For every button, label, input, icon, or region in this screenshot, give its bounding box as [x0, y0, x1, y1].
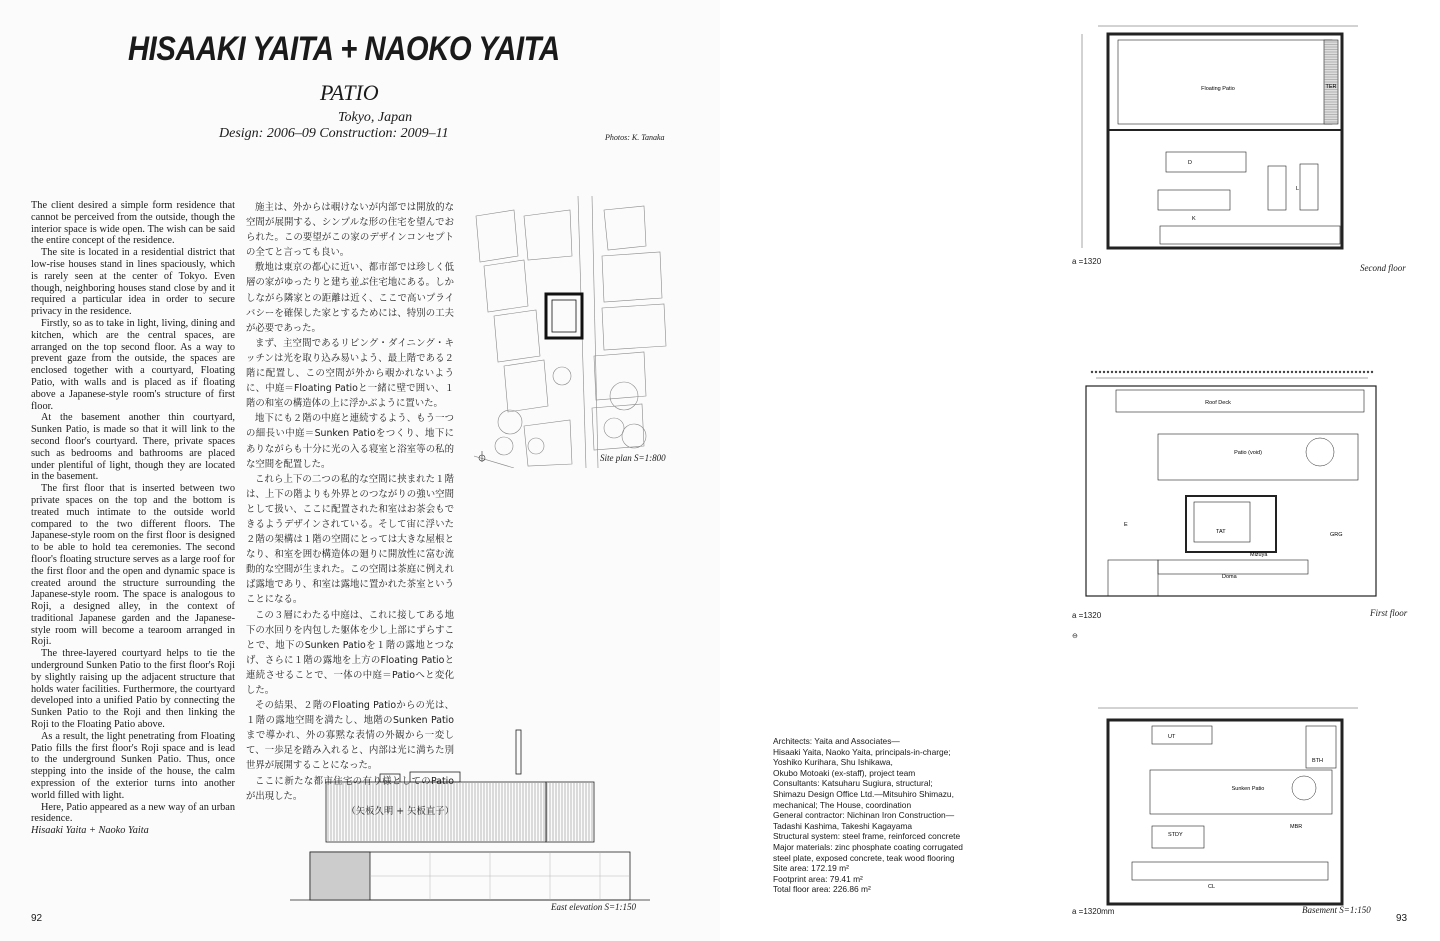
english-paragraph: The client desired a simple form residence that cannot be perceived from the outside, though the interior space is wide open. The wish can be said the entire concept of the residence. — [31, 200, 235, 247]
japanese-paragraph: ここに新たな都市住宅の有り様としてのPatioが出現した。 — [246, 775, 454, 802]
english-text-column — [31, 200, 235, 837]
second-floor-plan — [1068, 18, 1382, 258]
credit-line: Footprint area: 79.41 m² — [773, 873, 863, 884]
credit-line: Okubo Motoaki (ex-staff), project team — [773, 767, 916, 778]
l-label: L — [1296, 186, 1300, 192]
first-floor-scale: a =1320 — [1072, 611, 1102, 620]
japanese-paragraph: その結果、２階のFloating Patioからの光は、１階の露地空間を満たし、地階のSunken Patioまで導かれ、外の寡黙な表情の外観から一変して、一歩足を踏み入れると、内部は光に満ちた別世界が展開することになった。 — [246, 700, 454, 772]
project-name: PATIO — [320, 80, 379, 105]
mizuya-label: Mizuya — [1250, 552, 1268, 558]
credit-line: Architects: Yaita and Associates— — [773, 736, 900, 746]
photo-credit: Photos: K. Tanaka — [605, 133, 665, 142]
credit-line: Shimazu Design Office Ltd.—Mitsuhiro Shimazu, — [773, 788, 954, 799]
english-paragraph: Firstly, so as to take in light, living, dining and kitchen, which are the central spaces, are arranged on the top second floor. As a way to prevent gaze from the outside, the spaces are enclosed together with a courtyard, Floating Patio, with walls and is placed as if floating above a Japanese-style room's structure of first floor. — [31, 317, 235, 412]
tat-label: TAT — [1216, 529, 1226, 535]
page-title: HISAAKI YAITA + NAOKO YAITA — [128, 30, 560, 68]
english-paragraph: The first floor that is inserted between two private spaces on the top and the bottom is treated much intimate to the outside world compared to the two different floors. The Japanese-style room on the first floor is designed to be able to hold tea ceremonies. The second floor's floating structure serves as a large roof for the first floor and the open and dynamic space is created around the structure surrounding the Japanese-style room. The space is analogous to Roji, a designed alley, in the context of traditional Japanese garden and the Japanese-style room will become a tearoom arranged in Roji. — [31, 483, 235, 648]
site-plan-drawing — [474, 196, 670, 468]
english-paragraph: At the basement another thin courtyard, Sunken Patio, is made so that it will link to the second floor's courtyard. There, private spaces such as bedrooms and bathrooms are placed under plentiful of light, though they are located in the basement. — [31, 412, 235, 483]
english-paragraph: As a result, the light penetrating from Floating Patio fills the first floor's Roji space and is lead to the underground Sunken Patio. Thus, once stepping into the inside of the house, the calm expression of the exterior turns into another world filled with light. — [31, 730, 235, 801]
north-arrow-icon — [479, 451, 485, 462]
sunken-patio-label: Sunken Patio — [1231, 786, 1265, 792]
east-elevation-caption: East elevation S=1:150 — [551, 902, 637, 912]
project-dates: Design: 2006–09 Construction: 2009–11 — [219, 126, 449, 141]
japanese-signature: （矢板久明 + 矢板直子） — [346, 805, 454, 817]
project-credits — [773, 736, 1003, 895]
stdy-label: STDY — [1168, 832, 1183, 838]
e-label: E — [1124, 522, 1128, 528]
doma-label: Doma — [1222, 574, 1237, 580]
credit-line: Hisaaki Yaita, Naoko Yaita, principals-in-charge; — [773, 746, 951, 757]
english-signature: Hisaaki Yaita + Naoko Yaita — [31, 825, 149, 837]
d-label: D — [1188, 160, 1192, 166]
credit-line: Structural system: steel frame, reinforced concrete — [773, 831, 961, 842]
basement-caption: Basement S=1:150 — [1302, 905, 1371, 915]
japanese-paragraph: まず、主空間であるリビング・ダイニング・キッチンは光を取り込み易いよう、最上階である２階に配置し、この空間が外から覗かれないように、中庭＝Floating Patioと一緒に壁で囲い、１階の和室の構造体の上に浮かぶように置いた。 — [246, 337, 454, 410]
basement-scale: a =1320mm — [1072, 907, 1115, 916]
first-floor-caption: First floor — [1370, 608, 1408, 618]
ter-label: TER — [1325, 84, 1337, 90]
credit-line: Consultants: Katsuharu Sugiura, structural; — [773, 778, 933, 789]
credit-line: steel plate, exposed concrete, teak wood flooring — [773, 852, 955, 863]
credit-line: General contractor: Nichinan Iron Construction— — [773, 810, 955, 821]
japanese-paragraph: これら上下の二つの私的な空間に挟まれた１階は、上下の階よりも外界とのつながりの強い空間として扱い、ここに配置された和室はお茶会もできるようデザインされている。そして宙に浮いた２階の架構は１階の空間にとっては大きな屋根となり、和室を囲む構造体の廻りに開放性に富む流動的な空間が生まれた。この空間は茶庭に例えれば露地であり、和室は露地に置かれた茶室ということになる。 — [246, 473, 454, 606]
cl-label: CL — [1208, 884, 1216, 890]
k-label: K — [1192, 216, 1196, 222]
japanese-paragraph: この３層にわたる中庭は、これに接してある地下の水回りを内包した躯体を少し上部にずらすことで、地下のSunken Patioを１階の露地とつなげ、さらに１階の露地を上方のFloating Patioと連続させることで、一体の中庭＝Patioへと変化した。 — [246, 609, 454, 696]
credit-line: Site area: 172.19 m² — [773, 863, 849, 874]
patio-void-label: Patio (void) — [1234, 450, 1262, 456]
credit-line: Tadashi Kashima, Takeshi Kagayama — [773, 820, 913, 831]
english-paragraph: The three-layered courtyard helps to tie the underground Sunken Patio to the first floor's Roji by slightly raising up the adjacent structure that holds water facilities. Furthermore, the courtyard developed into a unified Patio by connecting the Sunken Patio to the Roji and then linking the Roji to the Floating Patio above. — [31, 648, 235, 731]
english-paragraph: The site is located in a residential district that low-rise houses stand in lines spaciously, which is rarely seen at the center of Tokyo. Even though, neighboring houses stand close by and it required a particular idea in order to secure privacy in the residence. — [31, 247, 235, 318]
north-arrow-icon: ⊖ — [1072, 633, 1078, 640]
roof-deck-label: Roof Deck — [1205, 400, 1231, 406]
japanese-paragraph: 施主は、外からは覗けないが内部では開放的な空間が展開する、シンプルな形の住宅を望んでおられた。この要望がこの家のデザインコンセプトの全てと言っても良い。 — [246, 202, 454, 259]
bth-label: BTH — [1312, 758, 1323, 764]
basement-plan — [1068, 700, 1382, 908]
mbr-label: MBR — [1290, 824, 1303, 830]
site-plan-caption: Site plan S=1:800 — [600, 453, 666, 463]
credit-line: mechanical; The House, coordination — [773, 799, 912, 810]
right-page — [720, 0, 1440, 941]
floating-patio-label: Floating Patio — [1201, 86, 1235, 92]
ut-label: UT — [1168, 734, 1176, 740]
grg-label: GRG — [1330, 532, 1343, 538]
page-number-left: 92 — [31, 913, 43, 924]
japanese-paragraph: 地下にも２階の中庭と連続するよう、もう一つの細長い中庭＝Sunken Patioをつくり、地下にありながらも十分に光の入る寝室と浴室等の私的な空間を配置した。 — [246, 413, 454, 470]
first-floor-plan — [1068, 350, 1382, 606]
east-elevation-drawing — [290, 726, 650, 906]
second-floor-scale: a =1320 — [1072, 257, 1102, 266]
project-location: Tokyo, Japan — [338, 110, 413, 125]
japanese-paragraph: 敷地は東京の都心に近い、都市部では珍しく低層の家がゆったりと建ち並ぶ住宅地にある。しかしながら隣家との距離は近く、ここで高いプライバシーを確保した家とするためには、特別の工夫が必要であった。 — [246, 262, 454, 334]
english-paragraph: Here, Patio appeared as a new way of an urban residence. — [31, 801, 235, 825]
credit-line: Major materials: zinc phosphate coating corrugated — [773, 841, 963, 852]
second-floor-caption: Second floor — [1360, 263, 1406, 273]
credit-line: Total floor area: 226.86 m² — [773, 884, 871, 895]
elevation-cladding — [328, 783, 592, 841]
page-number-right: 93 — [1396, 913, 1408, 924]
credit-line: Yoshiko Kurihara, Shu Ishikawa, — [773, 757, 893, 768]
